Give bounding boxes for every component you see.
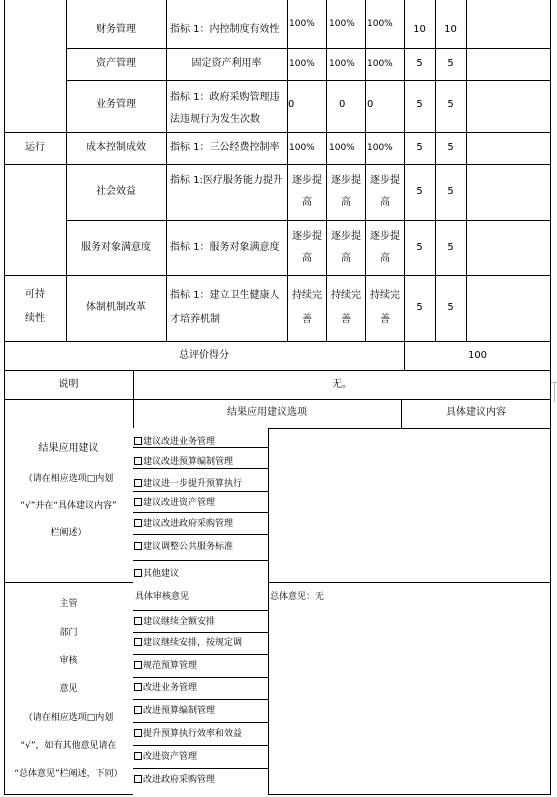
review-options-header: 具体审核意见 [135,592,190,602]
review-option[interactable]: 改进业务管理 [134,682,197,694]
perf-row-line [66,48,551,49]
weight-cell: 5 [416,186,423,197]
indicator-cell: 指标 1:医疗服务能力提升 [170,175,283,186]
review-label-line: 意见 [59,684,78,694]
checkbox-icon[interactable] [134,519,142,527]
review-label-line: 审核 [59,656,78,666]
weight-cell: 5 [416,142,423,153]
checkbox-icon[interactable] [134,729,142,737]
indicator-cell: 指标 1：服务对象满意度 [170,242,280,253]
checkbox-icon[interactable] [134,775,142,783]
current-cell: 100% [329,143,355,153]
suggest-label-line: 栏阐述） [50,528,87,538]
checkbox-icon[interactable] [134,661,142,669]
indicator-cell: 指标 1：内控制度有效性 [170,24,280,35]
weight-cell: 5 [416,99,423,110]
suggest-option[interactable]: 建议改进政府采购管理 [134,518,233,530]
suggest-option[interactable]: 其他建议 [134,568,179,580]
target-cell: 100% [289,59,315,69]
weight-cell: 5 [416,302,423,313]
suggest-option-line [133,560,269,561]
perf-row-line [4,132,551,133]
category-cell: 运行 [25,142,45,153]
suggest-label-line: 结果应用建议 [38,443,99,454]
metric-cell: 财务管理 [96,24,136,35]
metric-cell: 资产管理 [96,58,136,69]
suggest-content-header: 具体建议内容 [446,407,506,418]
current-cell: 0 [339,99,346,110]
review-general-opinion: 总体意见：无 [270,592,325,602]
review-option-line [133,610,269,611]
target-cell: 100% [289,19,315,29]
weight-cell: 5 [416,242,423,253]
review-label-line: 部门 [59,628,78,638]
current-cell: 逐步提高 [331,231,361,264]
suggest-option[interactable]: 建议改进业务管理 [134,436,215,448]
perf-col-line [326,0,327,342]
perf-col-line [365,0,366,342]
weight-cell: 10 [413,24,426,35]
category-cell: 可持续性 [25,289,45,324]
checkbox-icon[interactable] [134,617,142,625]
perf-row-line [66,80,551,81]
suggest-option[interactable]: 建议调整公共服务标准 [134,541,233,553]
total-label: 总评价得分 [179,350,229,361]
weight-cell: 5 [416,58,423,69]
metric-cell: 体制机制改革 [86,302,146,313]
indicator-cell: 固定资产利用率 [191,58,262,69]
checkbox-icon[interactable] [134,437,142,445]
target-cell: 逐步提高 [292,231,322,264]
current-cell: 100% [329,19,355,29]
checkbox-icon[interactable] [134,752,142,760]
checkbox-icon[interactable] [134,638,142,646]
checkbox-icon[interactable] [134,683,142,691]
perf-row-line [4,164,551,165]
current-cell: 持续完善 [331,290,361,325]
score-cell: 5 [447,99,454,110]
score-cell: 5 [447,302,454,313]
total-value: 100 [467,350,488,361]
actual-cell: 100% [367,59,393,69]
actual-cell: 持续完善 [370,290,400,325]
review-option-line [133,722,269,723]
review-option[interactable]: 改进政府采购管理 [134,774,215,786]
checkbox-icon[interactable] [134,479,142,487]
review-option[interactable]: 规范预算管理 [134,660,197,672]
current-cell: 100% [329,59,355,69]
actual-cell: 逐步提高 [370,175,400,208]
review-option[interactable]: 建议继续安排，按规定调 [134,637,242,649]
metric-cell: 业务管理 [96,99,136,110]
review-option-line [133,768,269,769]
actual-cell: 100% [367,143,393,153]
actual-cell: 0 [367,99,374,110]
remark-value: 无。 [332,379,352,390]
indicator-cell: 指标 1：三公经费控制率 [170,142,280,153]
suggest-option[interactable]: 建议改进资产管理 [134,497,215,509]
review-option-line [133,677,269,678]
suggest-options-header: 结果应用建议选项 [227,407,307,418]
suggest-section [4,399,551,583]
perf-col-line [66,0,67,342]
edge-mark [554,382,555,402]
perf-col-line [287,0,288,342]
metric-cell: 成本控制成效 [86,142,146,153]
review-option-line [133,654,269,655]
target-cell: 持续完善 [292,290,322,325]
indicator-cell: 指标 1：政府采购管理违法违规行为发生次数 [170,92,280,125]
target-cell: 逐步提高 [292,175,322,208]
metric-cell: 社会效益 [96,186,136,197]
review-option-line [133,745,269,746]
checkbox-icon[interactable] [134,498,142,506]
suggest-option-line [133,534,269,535]
perf-row-line [66,220,551,221]
review-option-line [133,699,269,700]
review-option[interactable]: 建议继续全额安排 [134,616,215,628]
score-cell: 5 [447,142,454,153]
target-cell: 100% [289,143,315,153]
metric-cell: 服务对象满意度 [81,242,151,253]
score-cell: 10 [444,24,457,35]
remark-label: 说明 [58,379,79,390]
checkbox-icon[interactable] [134,569,142,577]
perf-col-line [435,0,436,342]
checkbox-icon[interactable] [134,542,142,550]
review-label-line: “√”，如有其他意见请在 [20,741,117,751]
suggest-label-line: “√”并在“具体建议内容” [20,501,117,511]
review-label-line: 主管 [59,599,78,609]
current-cell: 逐步提高 [331,175,361,208]
score-cell: 5 [447,186,454,197]
indicator-cell: 指标 1：建立卫生健康人才培养机制 [170,290,280,325]
checkbox-icon[interactable] [134,706,142,714]
suggest-option[interactable]: 建议进一步提升预算执行 [134,478,242,490]
score-cell: 5 [447,242,454,253]
suggest-option-line [133,512,269,513]
review-option[interactable]: 提升预算执行效率和效益 [134,728,242,740]
perf-row-line [4,275,551,276]
actual-cell: 100% [367,19,393,29]
review-label-line: “总体意见”栏阐述，下同） [14,769,123,779]
perf-col-line [404,0,405,342]
suggest-option-line [133,468,269,469]
perf-col-line [166,0,167,342]
review-option-line [133,632,269,633]
checkbox-icon[interactable] [134,457,142,465]
score-cell: 5 [447,58,454,69]
target-cell: 0 [288,99,295,110]
suggest-option[interactable]: 建议改进预算编制管理 [134,456,233,468]
suggest-label-line: （请在相应选项□内划 [23,474,114,484]
perf-col-line [466,0,467,342]
review-option[interactable]: 改进资产管理 [134,751,197,763]
suggest-option-line [133,491,269,492]
review-label-line: （请在相应选项□内划 [23,713,114,723]
actual-cell: 逐步提高 [370,231,400,264]
review-option[interactable]: 改进预算编制管理 [134,705,215,717]
